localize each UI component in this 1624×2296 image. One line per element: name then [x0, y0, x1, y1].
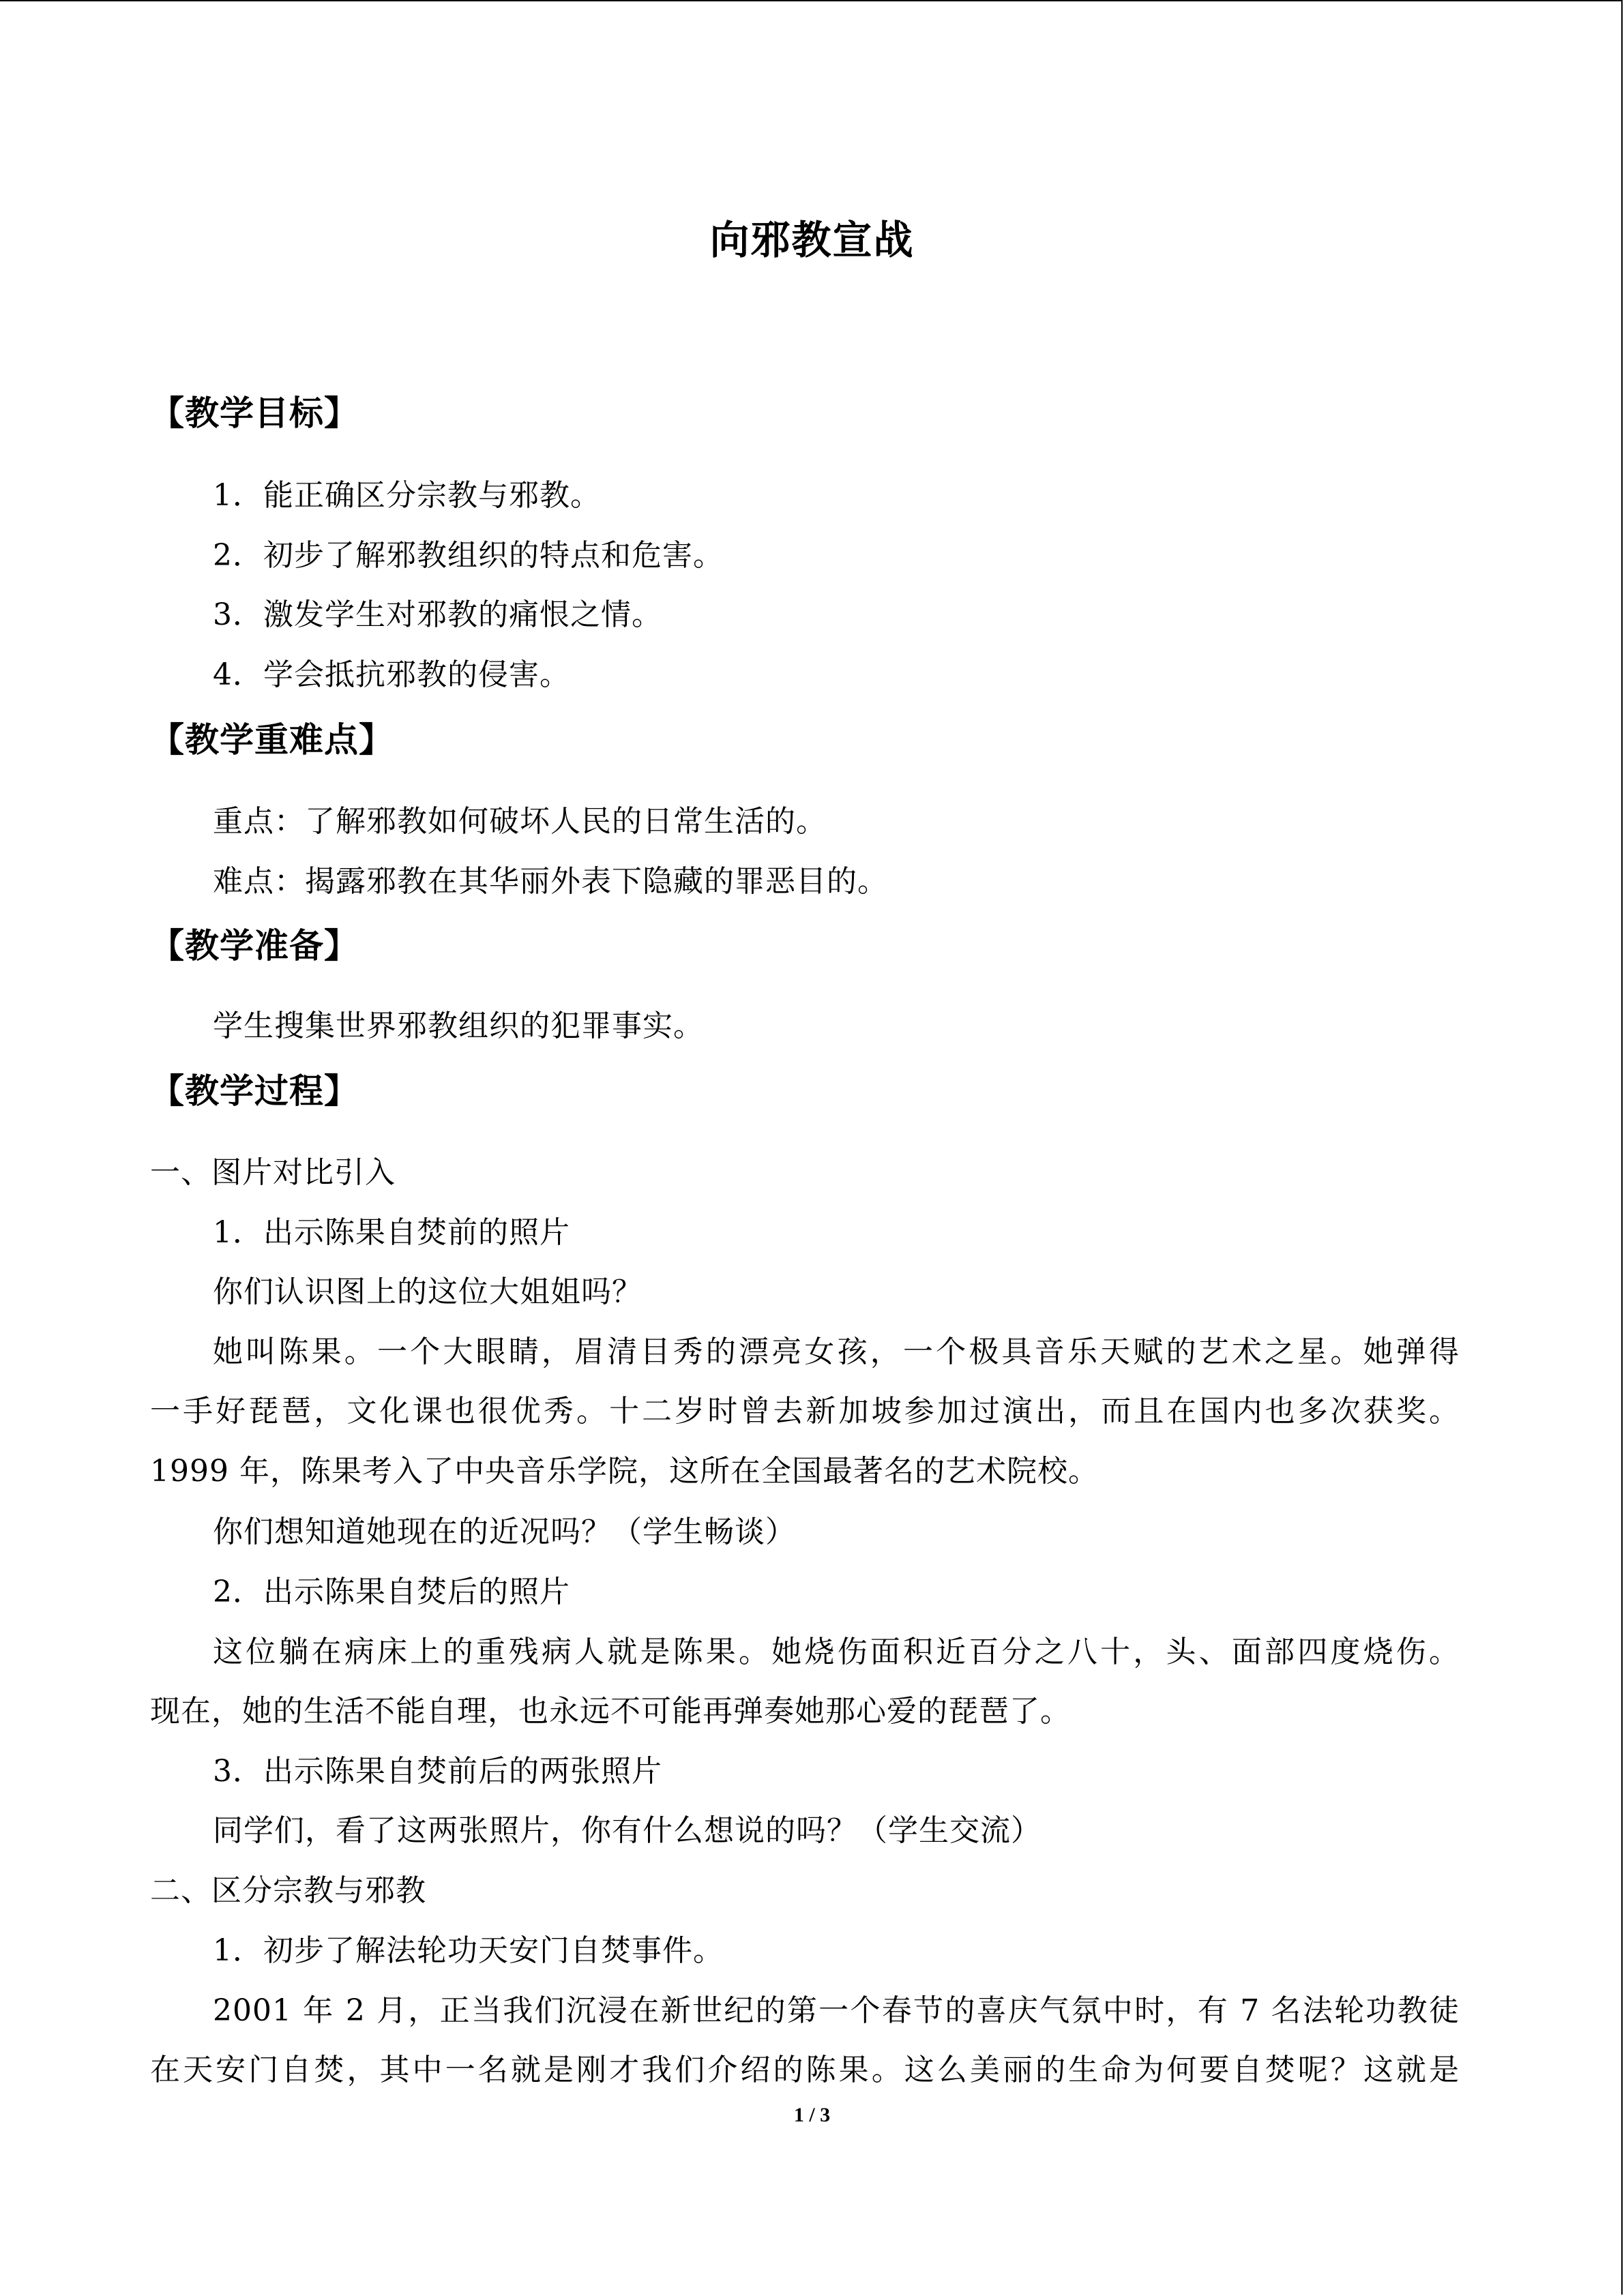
process-paragraph-line: 她叫陈果。一个大眼睛，眉清目秀的漂亮女孩，一个极具音乐天赋的艺术之星。她弹得 — [213, 1335, 1460, 1369]
process-line: 同学们，看了这两张照片，你有什么想说的吗？（学生交流） — [213, 1813, 1042, 1848]
section-heading-process: 【教学过程】 — [150, 1071, 359, 1111]
process-line: 2．出示陈果自焚后的照片 — [213, 1575, 570, 1609]
section-heading-objectives: 【教学目标】 — [150, 393, 359, 433]
page-number: 1 / 3 — [793, 2104, 831, 2126]
objective-item: 4．学会抵抗邪教的侵害。 — [213, 657, 570, 692]
process-line: 1．初步了解法轮功天安门自焚事件。 — [213, 1933, 724, 1968]
process-paragraph-line: 1999 年，陈果考入了中央音乐学院，这所在全国最著名的艺术院校。 — [150, 1454, 1099, 1489]
process-line: 你们认识图上的这位大姐姐吗？ — [213, 1274, 643, 1309]
document-title: 向邪教宣战 — [709, 217, 915, 263]
process-subheading: 一、图片对比引入 — [150, 1155, 396, 1190]
objective-item: 2．初步了解邪教组织的特点和危害。 — [213, 538, 724, 573]
preparation-item: 学生搜集世界邪教组织的犯罪事实。 — [213, 1009, 704, 1043]
key-point-item: 重点：了解邪教如何破坏人民的日常生活的。 — [213, 804, 827, 839]
objective-item: 1．能正确区分宗教与邪教。 — [213, 478, 601, 513]
process-paragraph-line: 在天安门自焚，其中一名就是刚才我们介绍的陈果。这么美丽的生命为何要自焚呢？这就是 — [150, 2053, 1460, 2087]
process-paragraph-line: 现在，她的生活不能自理，也永远不可能再弹奏她那心爱的琵琶了。 — [150, 1694, 1071, 1729]
process-paragraph-line: 一手好琵琶，文化课也很优秀。十二岁时曾去新加坡参加过演出，而且在国内也多次获奖。 — [150, 1394, 1460, 1429]
process-line: 1．出示陈果自焚前的照片 — [213, 1215, 570, 1250]
process-subheading: 二、区分宗教与邪教 — [150, 1873, 426, 1908]
process-paragraph-line: 2001 年 2 月，正当我们沉浸在新世纪的第一个春节的喜庆气氛中时，有 7 名法轮功教徒 — [213, 1993, 1460, 2028]
section-heading-key-points: 【教学重难点】 — [150, 720, 394, 760]
process-line: 你们想知道她现在的近况吗？（学生畅谈） — [213, 1515, 796, 1549]
key-point-item: 难点：揭露邪教在其华丽外表下隐藏的罪恶目的。 — [213, 864, 888, 899]
objective-item: 3．激发学生对邪教的痛恨之情。 — [213, 597, 662, 632]
section-heading-preparation: 【教学准备】 — [150, 926, 359, 966]
process-line: 3．出示陈果自焚前后的两张照片 — [213, 1754, 662, 1789]
process-paragraph-line: 这位躺在病床上的重残病人就是陈果。她烧伤面积近百分之八十，头、面部四度烧伤。 — [213, 1635, 1460, 1669]
